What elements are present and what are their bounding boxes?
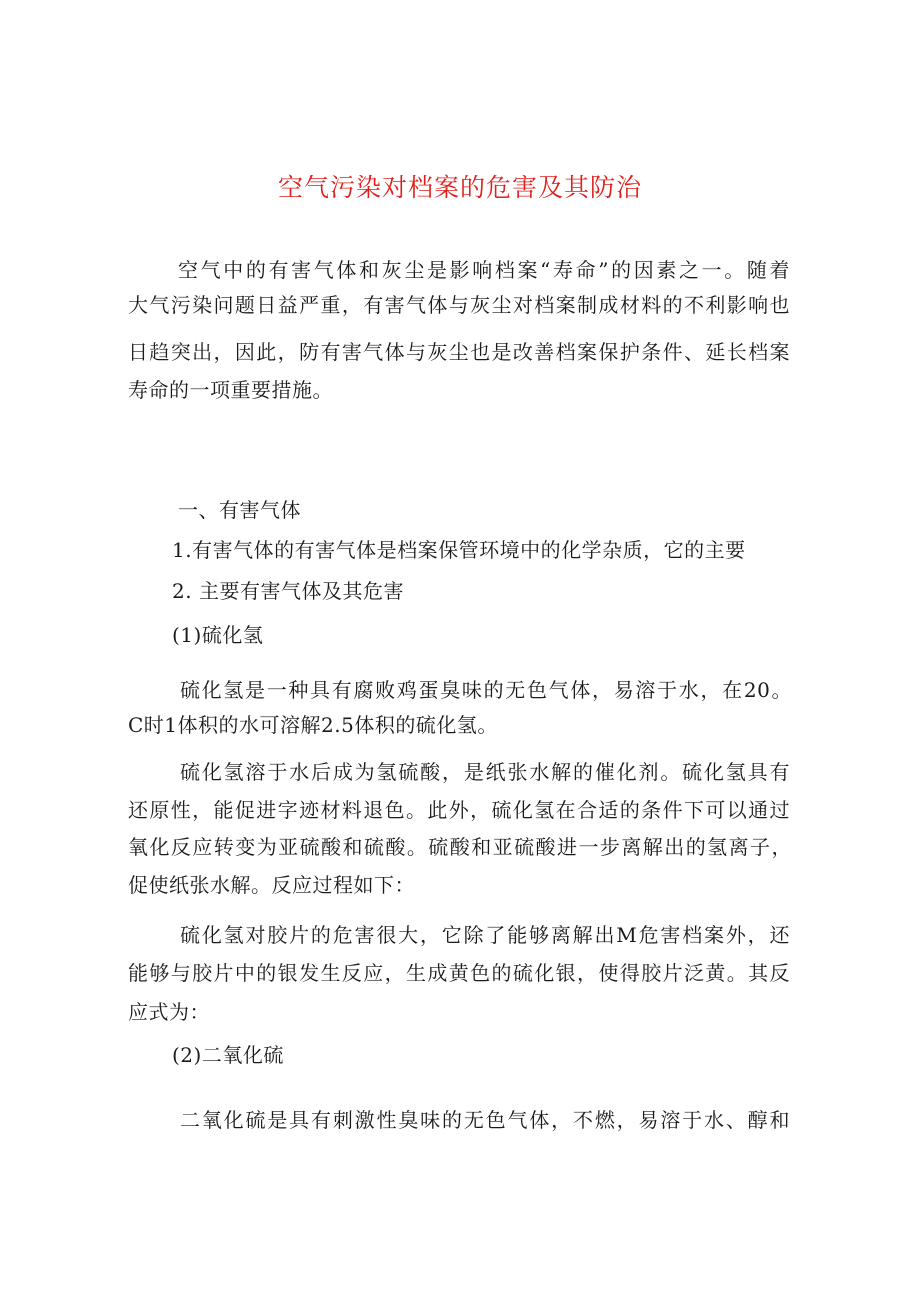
paragraph-3-line-1: 硫化氢对胶片的危害很大，它除了能够离解出M危害档案外，还 <box>180 923 790 947</box>
intro-line-3: 日趋突出，因此，防有害气体与灰尘也是改善档案保护条件、延长档案 <box>128 340 790 364</box>
paragraph-2-line-2: 还原性，能促进字迹材料退色。此外，硫化氢在合适的条件下可以通过 <box>128 798 790 822</box>
list-item-1: 1.有害气体的有害气体是档案保管环境中的化学杂质，它的主要 <box>172 538 746 562</box>
intro-line-1: 空气中的有害气体和灰尘是影响档案“寿命”的因素之一。随着 <box>178 258 790 282</box>
list-item-2: 2. 主要有害气体及其危害 <box>172 579 404 603</box>
intro-line-2: 大气污染问题日益严重，有害气体与灰尘对档案制成材料的不利影响也 <box>128 293 790 317</box>
paragraph-4-line-1: 二氧化硫是具有刺激性臭味的无色气体，不燃，易溶于水、醇和 <box>180 1108 790 1132</box>
paragraph-2-line-1: 硫化氢溶于水后成为氢硫酸，是纸张水解的催化剂。硫化氢具有 <box>180 760 790 784</box>
paragraph-1-line-1: 硫化氢是一种具有腐败鸡蛋臭味的无色气体，易溶于水，在20。 <box>180 678 792 702</box>
paragraph-3-line-3: 应式为： <box>128 1000 210 1024</box>
section-heading: 一、有害气体 <box>178 498 301 522</box>
subheading-hydrogen-sulfide: (1)硫化氢 <box>172 623 264 647</box>
intro-line-4: 寿命的一项重要措施。 <box>128 378 333 402</box>
paragraph-2-line-4: 促使纸张水解。反应过程如下： <box>128 873 415 897</box>
paragraph-2-line-3: 氧化反应转变为亚硫酸和硫酸。硫酸和亚硫酸进一步离解出的氢离子， <box>128 835 792 859</box>
paragraph-1-line-2: C时1体积的水可溶解2.5体积的硫化氢。 <box>128 713 498 737</box>
subheading-sulfur-dioxide: (2)二氧化硫 <box>172 1043 284 1067</box>
paragraph-3-line-2: 能够与胶片中的银发生反应，生成黄色的硫化银，使得胶片泛黄。其反 <box>128 961 790 985</box>
page-title: 空气污染对档案的危害及其防治 <box>277 173 642 202</box>
